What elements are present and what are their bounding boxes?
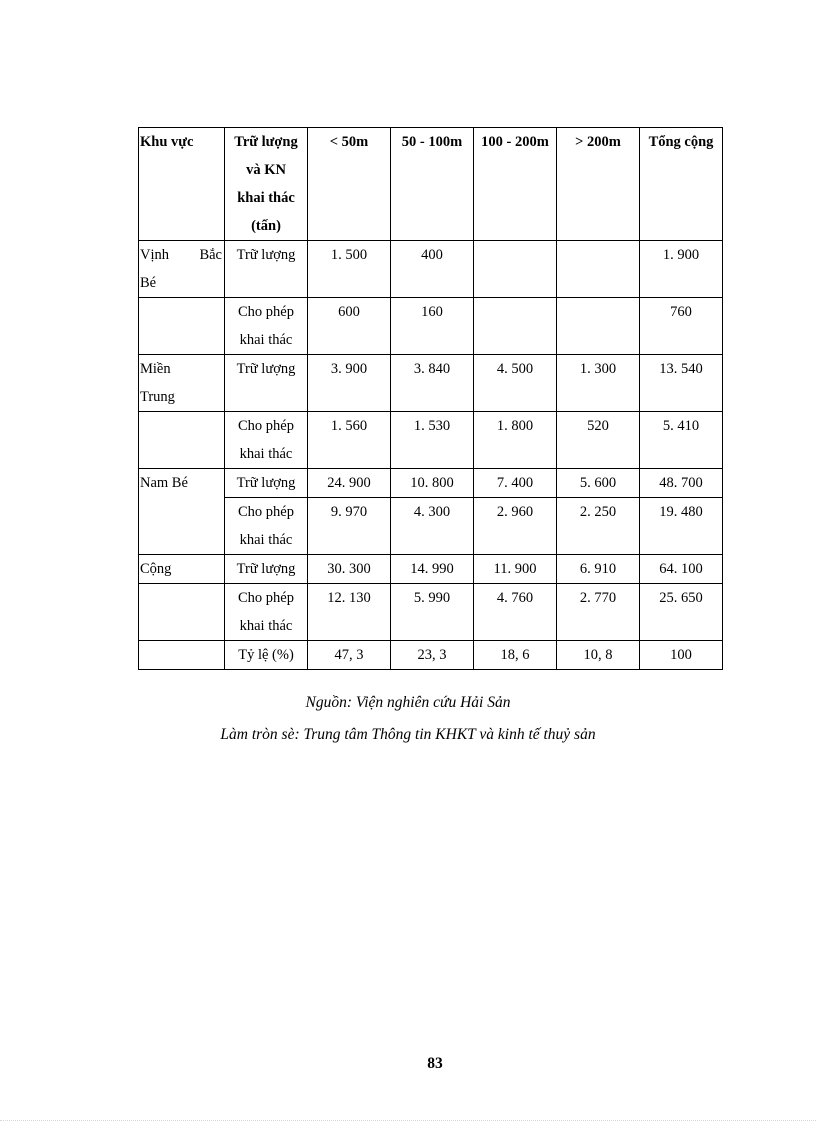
cell-total: 19. 480: [640, 498, 723, 555]
cell-100-200: 18, 6: [474, 641, 557, 670]
metric-label-line: khai thác: [239, 532, 293, 548]
region-cell: [139, 355, 225, 412]
cell-50-100: 4. 300: [391, 498, 474, 555]
cell-lt50: 9. 970: [308, 498, 391, 555]
header-metric-line-4: (tấn): [251, 218, 281, 234]
cell-100-200: 1. 800: [474, 412, 557, 469]
table-row: [139, 555, 723, 584]
cell-50-100: 14. 990: [391, 555, 474, 584]
table-row: [139, 498, 723, 555]
metric-label: [225, 584, 308, 641]
cell-gt200: 2. 250: [557, 498, 640, 555]
cell-lt50: 1. 560: [308, 412, 391, 469]
table-row: [139, 641, 723, 670]
metric-label: Tỷ lệ (%): [225, 641, 308, 670]
metric-label-line: Cho phép: [238, 304, 294, 320]
cell-total: 1. 900: [640, 241, 723, 298]
metric-label-line: khai thác: [239, 332, 293, 348]
cell-50-100: 23, 3: [391, 641, 474, 670]
cell-lt50: 30. 300: [308, 555, 391, 584]
cell-100-200: 11. 900: [474, 555, 557, 584]
cell-lt50: 12. 130: [308, 584, 391, 641]
cell-50-100: 1. 530: [391, 412, 474, 469]
cell-total: 13. 540: [640, 355, 723, 412]
cell-total: 760: [640, 298, 723, 355]
cell-total: 25. 650: [640, 584, 723, 641]
metric-label-line: Cho phép: [238, 590, 294, 606]
header-depth-gt200: > 200m: [557, 128, 640, 241]
header-depth-lt50: < 50m: [308, 128, 391, 241]
rounding-caption: Làm tròn sè: Trung tâm Thông tin KHKT và kinh tế thuỷ sản: [220, 726, 596, 743]
region-cell: [139, 584, 225, 641]
cell-gt200: 2. 770: [557, 584, 640, 641]
metric-label-line: khai thác: [239, 446, 293, 462]
cell-gt200: 520: [557, 412, 640, 469]
cell-gt200: [557, 298, 640, 355]
region-line: Miền: [140, 361, 171, 377]
region-word: Bắc: [199, 247, 222, 263]
cell-gt200: 10, 8: [557, 641, 640, 670]
table-row: [139, 412, 723, 469]
region-cell: [139, 298, 225, 355]
cell-total: 48. 700: [640, 469, 723, 498]
reserves-table: [138, 127, 723, 670]
table-row: [139, 241, 723, 298]
cell-total: 100: [640, 641, 723, 670]
region-line: [140, 241, 222, 269]
region-cell: [139, 241, 225, 298]
cell-100-200: 4. 760: [474, 584, 557, 641]
cell-gt200: 6. 910: [557, 555, 640, 584]
cell-gt200: [557, 241, 640, 298]
table-row: [139, 469, 723, 498]
region-cell: [139, 641, 225, 670]
cell-50-100: 400: [391, 241, 474, 298]
region-line: Trung: [140, 389, 175, 405]
cell-50-100: 160: [391, 298, 474, 355]
cell-lt50: 24. 900: [308, 469, 391, 498]
header-depth-100-200: 100 - 200m: [474, 128, 557, 241]
header-metric-line-1: Trữ lượng: [234, 134, 298, 150]
table-row: [139, 584, 723, 641]
cell-total: 64. 100: [640, 555, 723, 584]
metric-label: [225, 298, 308, 355]
cell-lt50: 1. 500: [308, 241, 391, 298]
cell-100-200: 7. 400: [474, 469, 557, 498]
cell-lt50: 47, 3: [308, 641, 391, 670]
cell-50-100: 5. 990: [391, 584, 474, 641]
cell-lt50: 600: [308, 298, 391, 355]
cell-total: 5. 410: [640, 412, 723, 469]
metric-label: Trữ lượng: [225, 241, 308, 298]
cell-50-100: 10. 800: [391, 469, 474, 498]
metric-label: [225, 412, 308, 469]
table-header-row: [139, 128, 723, 241]
cell-gt200: 1. 300: [557, 355, 640, 412]
metric-label: Trữ lượng: [225, 469, 308, 498]
table-row: [139, 355, 723, 412]
metric-label: Trữ lượng: [225, 555, 308, 584]
metric-label-line: Cho phép: [238, 504, 294, 520]
header-depth-50-100: 50 - 100m: [391, 128, 474, 241]
cell-100-200: 4. 500: [474, 355, 557, 412]
header-metric-line-2: và KN: [246, 162, 286, 178]
metric-label-line: khai thác: [239, 618, 293, 634]
metric-label: [225, 498, 308, 555]
region-line: Bé: [140, 275, 157, 291]
cell-100-200: 2. 960: [474, 498, 557, 555]
cell-lt50: 3. 900: [308, 355, 391, 412]
region-word: Vịnh: [140, 247, 169, 263]
header-metric-line-3: khai thác: [237, 190, 295, 206]
metric-label: Trữ lượng: [225, 355, 308, 412]
cell-100-200: [474, 241, 557, 298]
region-cell: Nam Bé: [139, 469, 225, 555]
page-number: 83: [427, 1055, 443, 1072]
table-row: [139, 298, 723, 355]
header-metric: [225, 128, 308, 241]
page-edge-divider: [0, 1120, 816, 1121]
region-cell: [139, 412, 225, 469]
cell-100-200: [474, 298, 557, 355]
source-caption: Nguồn: Viện nghiên cứu Hải Sản: [305, 694, 511, 711]
region-cell: Cộng: [139, 555, 225, 584]
metric-label-line: Cho phép: [238, 418, 294, 434]
header-region: Khu vực: [139, 128, 225, 241]
cell-gt200: 5. 600: [557, 469, 640, 498]
cell-50-100: 3. 840: [391, 355, 474, 412]
header-total: Tổng cộng: [640, 128, 723, 241]
